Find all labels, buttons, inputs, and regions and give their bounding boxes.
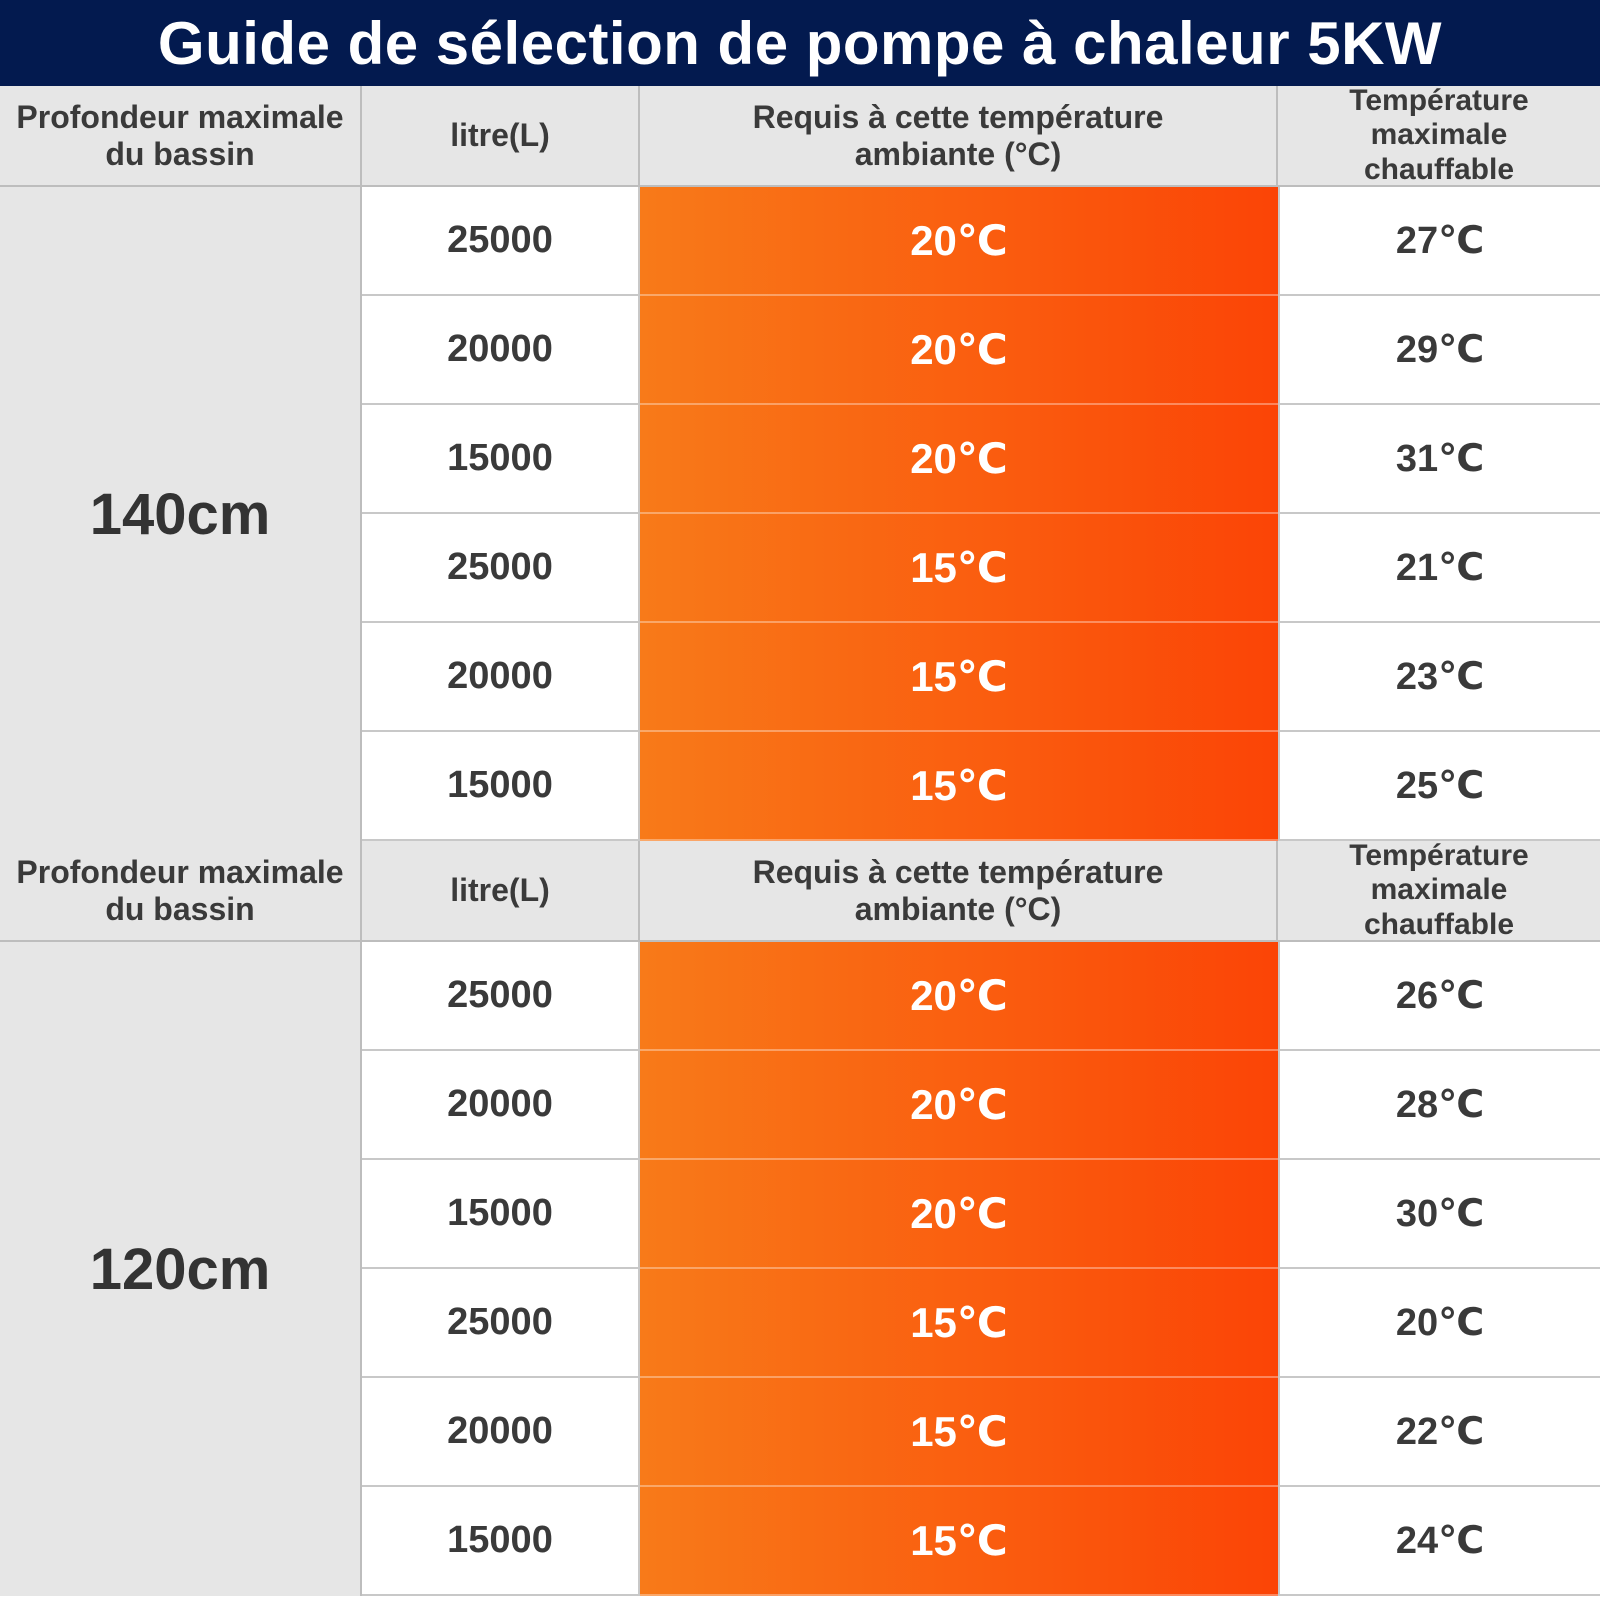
volume-cell-text: 25000 xyxy=(447,219,553,261)
required-temp-cell xyxy=(640,514,1278,623)
depth-cell-text: 120cm xyxy=(89,1236,271,1302)
header-required-temp-text: Requis à cette température ambiante (°C) xyxy=(752,98,1164,172)
max-temp-cell xyxy=(1278,405,1600,514)
header-depth-text: Profondeur maximale du bassin xyxy=(16,98,344,172)
volume-cell xyxy=(362,187,640,296)
header-required-temp-text: Requis à cette température ambiante (°C) xyxy=(752,853,1164,927)
volume-cell-text: 20000 xyxy=(447,655,553,697)
volume-cell xyxy=(362,623,640,732)
header-required-temp xyxy=(640,841,1278,942)
max-temp-cell-text: 30℃ xyxy=(1395,1193,1485,1235)
volume-cell-text: 20000 xyxy=(447,1410,553,1452)
volume-cell-text: 15000 xyxy=(447,1519,553,1561)
header-depth xyxy=(0,841,362,942)
volume-cell-text: 25000 xyxy=(447,974,553,1016)
header-volume-text: litre(L) xyxy=(450,872,550,909)
max-temp-cell xyxy=(1278,942,1600,1051)
required-temp-cell xyxy=(640,187,1278,296)
max-temp-cell-text: 22℃ xyxy=(1395,1411,1485,1453)
required-temp-cell-text: 15℃ xyxy=(910,1517,1008,1564)
max-temp-cell xyxy=(1278,514,1600,623)
required-temp-cell xyxy=(640,1051,1278,1160)
required-temp-cell-text: 20℃ xyxy=(910,972,1008,1019)
max-temp-cell-text: 24℃ xyxy=(1395,1520,1485,1562)
max-temp-cell xyxy=(1278,623,1600,732)
max-temp-cell-text: 31℃ xyxy=(1395,438,1485,480)
header-max-temp-text: Température maximale chauffable xyxy=(1349,838,1529,941)
required-temp-cell xyxy=(640,296,1278,405)
required-temp-cell-text: 20℃ xyxy=(910,435,1008,482)
max-temp-cell-text: 21℃ xyxy=(1395,547,1485,589)
required-temp-cell-text: 20℃ xyxy=(910,217,1008,264)
max-temp-cell-text: 26℃ xyxy=(1395,975,1485,1017)
required-temp-cell-text: 15℃ xyxy=(910,1299,1008,1346)
volume-cell xyxy=(362,1051,640,1160)
header-volume xyxy=(362,841,640,942)
volume-cell xyxy=(362,514,640,623)
table-section-2 xyxy=(0,838,1600,1596)
depth-cell-text: 140cm xyxy=(89,481,271,547)
page-title: Guide de sélection de pompe à chaleur 5KW xyxy=(0,0,1600,86)
volume-cell xyxy=(362,1160,640,1269)
required-temp-cell xyxy=(640,732,1278,841)
required-temp-cell-text: 15℃ xyxy=(910,544,1008,591)
required-temp-cell-text: 15℃ xyxy=(910,762,1008,809)
required-temp-cell xyxy=(640,405,1278,514)
max-temp-cell-text: 27℃ xyxy=(1395,220,1485,262)
volume-cell-text: 20000 xyxy=(447,1083,553,1125)
max-temp-cell xyxy=(1278,296,1600,405)
header-depth-text: Profondeur maximale du bassin xyxy=(16,853,344,927)
max-temp-cell xyxy=(1278,1051,1600,1160)
max-temp-cell xyxy=(1278,732,1600,841)
volume-cell-text: 25000 xyxy=(447,1301,553,1343)
volume-cell-text: 15000 xyxy=(447,1192,553,1234)
header-volume-text: litre(L) xyxy=(450,117,550,154)
volume-cell-text: 15000 xyxy=(447,764,553,806)
depth-cell xyxy=(0,187,362,841)
header-max-temp-text: Température maximale chauffable xyxy=(1349,83,1529,186)
table-section-1 xyxy=(0,83,1600,841)
required-temp-cell-text: 15℃ xyxy=(910,653,1008,700)
required-temp-cell-text: 20℃ xyxy=(910,326,1008,373)
header-required-temp xyxy=(640,86,1278,187)
required-temp-cell xyxy=(640,1487,1278,1596)
volume-cell-text: 15000 xyxy=(447,437,553,479)
required-temp-cell xyxy=(640,623,1278,732)
max-temp-cell-text: 20℃ xyxy=(1395,1302,1485,1344)
required-temp-cell-text: 20℃ xyxy=(910,1081,1008,1128)
max-temp-cell-text: 29℃ xyxy=(1395,329,1485,371)
header-depth xyxy=(0,86,362,187)
max-temp-cell-text: 28℃ xyxy=(1395,1084,1485,1126)
header-max-temp xyxy=(1278,838,1600,942)
volume-cell xyxy=(362,405,640,514)
max-temp-cell xyxy=(1278,1378,1600,1487)
max-temp-cell xyxy=(1278,1160,1600,1269)
header-volume xyxy=(362,86,640,187)
max-temp-cell-text: 25℃ xyxy=(1395,765,1485,807)
volume-cell xyxy=(362,942,640,1051)
max-temp-cell xyxy=(1278,1487,1600,1596)
volume-cell-text: 20000 xyxy=(447,328,553,370)
volume-cell xyxy=(362,296,640,405)
max-temp-cell xyxy=(1278,1269,1600,1378)
required-temp-cell xyxy=(640,942,1278,1051)
volume-cell xyxy=(362,1378,640,1487)
required-temp-cell-text: 15℃ xyxy=(910,1408,1008,1455)
max-temp-cell xyxy=(1278,187,1600,296)
volume-cell xyxy=(362,1487,640,1596)
depth-cell xyxy=(0,942,362,1596)
required-temp-cell xyxy=(640,1378,1278,1487)
max-temp-cell-text: 23℃ xyxy=(1395,656,1485,698)
required-temp-cell xyxy=(640,1160,1278,1269)
header-max-temp xyxy=(1278,83,1600,187)
required-temp-cell-text: 20℃ xyxy=(910,1190,1008,1237)
volume-cell xyxy=(362,732,640,841)
volume-cell-text: 25000 xyxy=(447,546,553,588)
required-temp-cell xyxy=(640,1269,1278,1378)
volume-cell xyxy=(362,1269,640,1378)
